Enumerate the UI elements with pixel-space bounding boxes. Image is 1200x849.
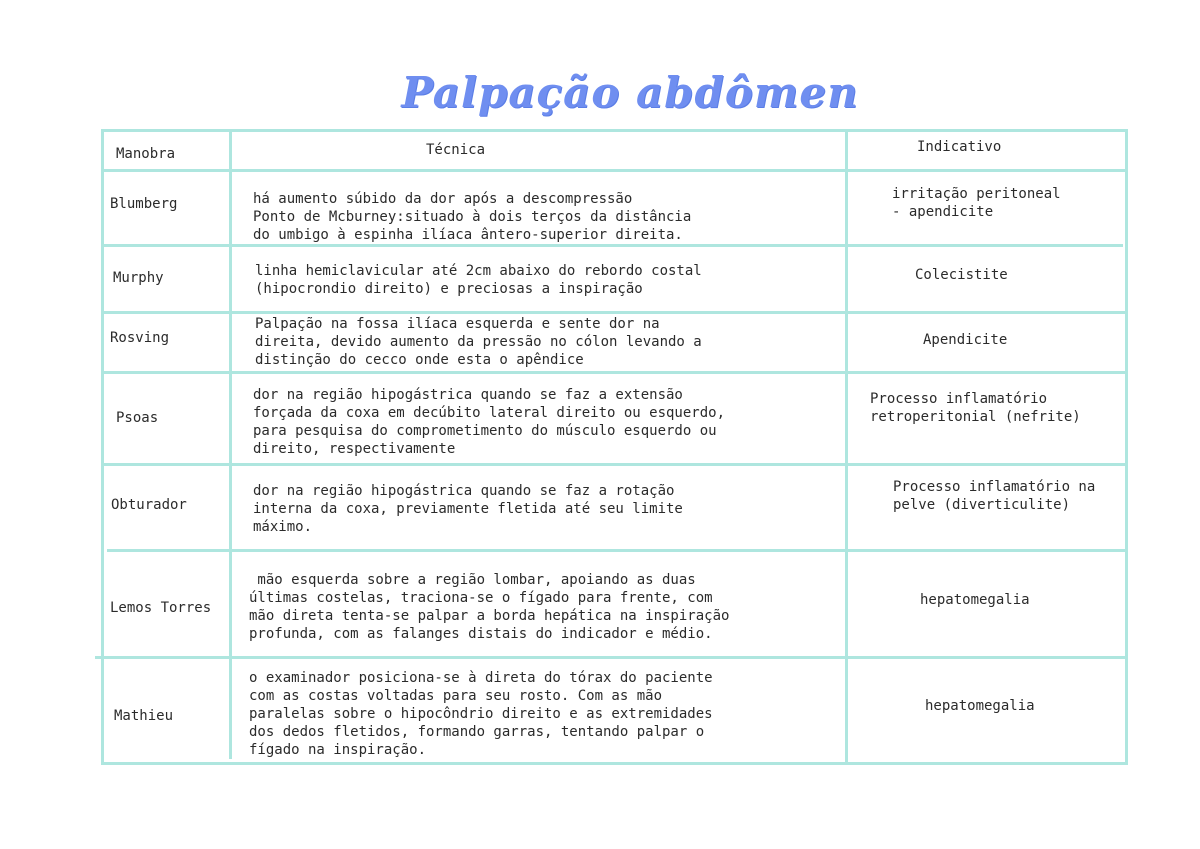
row-manobra: Murphy	[113, 270, 164, 286]
column-divider	[845, 131, 848, 763]
header-indicativo: Indicativo	[917, 139, 1002, 155]
row-divider	[95, 656, 1128, 659]
row-divider	[101, 311, 1128, 314]
row-tecnica: dor na região hipogástrica quando se faz a extensão forçada da coxa em decúbito lateral direito ou esquerdo, para pesquisa do comprometimento do músculo esquerdo ou direito, respectivamente	[253, 387, 726, 457]
row-divider	[101, 244, 1123, 247]
row-tecnica: dor na região hipogástrica quando se faz a rotação interna da coxa, previamente fletida até seu limite máximo.	[253, 483, 683, 535]
row-tecnica: o examinador posiciona-se à direta do tórax do paciente com as costas voltadas para seu rosto. Com as mão paralelas sobre o hipocôndrio direito e as extremidades dos dedos fletidos, formando garras, tentando palpar o fígado na inspiração.	[249, 670, 713, 758]
row-divider	[101, 371, 1128, 374]
row-indicativo: Processo inflamatório retroperitonial (nefrite)	[870, 391, 1081, 425]
row-tecnica: Palpação na fossa ilíaca esquerda e sente dor na direita, devido aumento da pressão no cólon levando a distinção do cecco onde esta o apêndice	[255, 316, 702, 368]
row-manobra: Rosving	[110, 330, 170, 346]
header-manobra: Manobra	[116, 146, 176, 162]
row-divider	[107, 549, 1128, 552]
header-tecnica: Técnica	[426, 142, 486, 158]
row-indicativo: hepatomegalia	[920, 592, 1030, 608]
row-manobra: Obturador	[111, 497, 187, 513]
row-divider	[101, 463, 1128, 466]
row-indicativo: irritação peritoneal - apendicite	[892, 186, 1061, 220]
row-indicativo: hepatomegalia	[925, 698, 1035, 714]
row-divider	[101, 169, 1128, 172]
row-manobra: Lemos Torres	[110, 600, 212, 616]
row-manobra: Psoas	[116, 410, 159, 426]
row-manobra: Blumberg	[110, 196, 178, 212]
column-divider	[229, 131, 232, 759]
row-indicativo: Apendicite	[923, 332, 1008, 348]
row-manobra: Mathieu	[114, 708, 174, 724]
row-indicativo: Colecistite	[915, 267, 1008, 283]
row-indicativo: Processo inflamatório na pelve (diverticulite)	[893, 479, 1096, 513]
page-title: Palpação abdômen	[401, 68, 859, 117]
row-tecnica: linha hemiclavicular até 2cm abaixo do rebordo costal (hipocrondio direito) e preciosas a inspiração	[255, 263, 702, 297]
row-tecnica: mão esquerda sobre a região lombar, apoiando as duas últimas costelas, traciona-se o fígado para frente, com mão direta tenta-se palpar a borda hepática na inspiração profunda, com as falanges distais do indicador e médio.	[249, 572, 730, 642]
row-tecnica: há aumento súbido da dor após a descompressão Ponto de Mcburney:situado à dois terços da distância do umbigo à espinha ilíaca ântero-superior direita.	[253, 191, 692, 243]
